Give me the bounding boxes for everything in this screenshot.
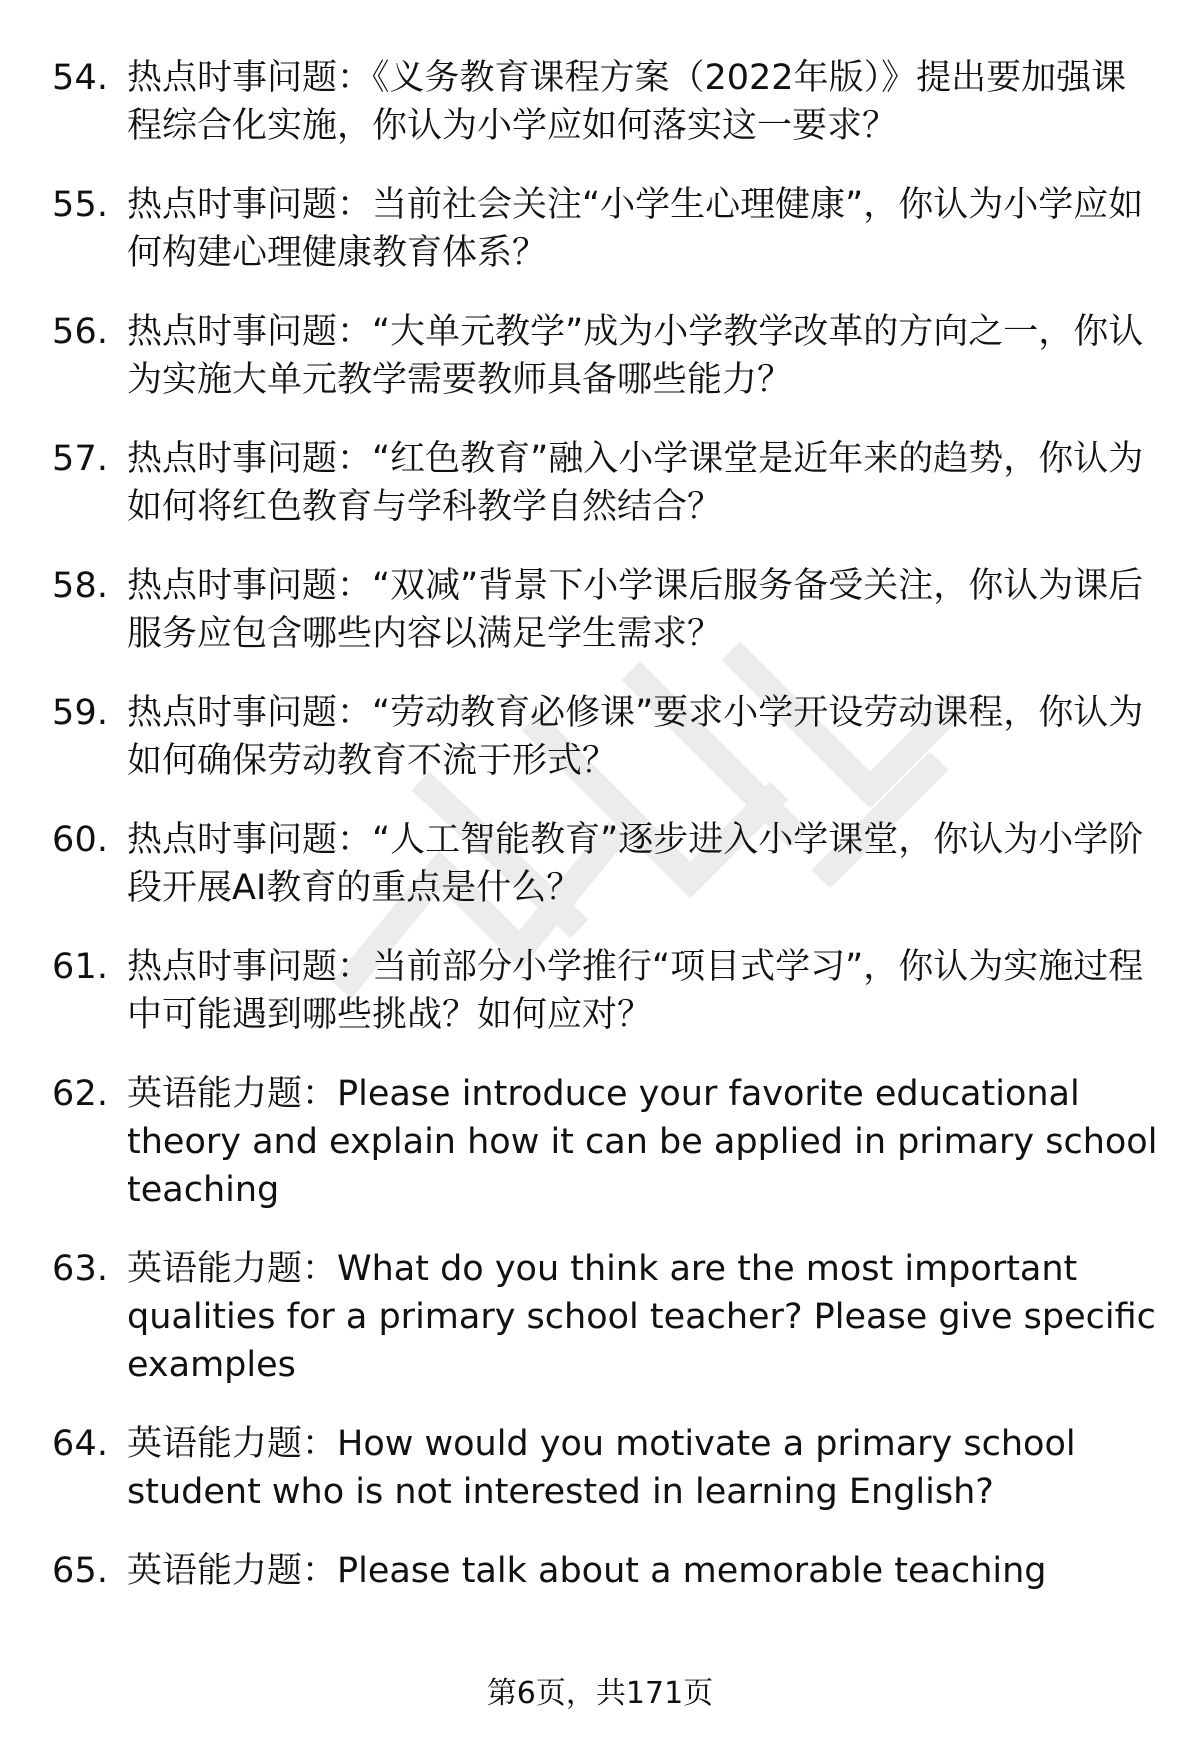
question-item-60 bbox=[0, 816, 1200, 912]
question-number: 54. bbox=[52, 58, 109, 98]
question-number: 65. bbox=[52, 1551, 109, 1591]
question-text: 热点时事问题：“双减”背景下小学课后服务备受关注，你认为课后服务应包含哪些内容以满足学生需求？ bbox=[127, 566, 1144, 654]
question-item-56 bbox=[0, 308, 1200, 404]
question-text: 热点时事问题：“红色教育”融入小学课堂是近年来的趋势，你认为如何将红色教育与学科教学自然结合？ bbox=[127, 439, 1144, 527]
question-item-62 bbox=[0, 1070, 1200, 1214]
question-number: 60. bbox=[52, 820, 109, 860]
question-item-59 bbox=[0, 689, 1200, 785]
page-footer: 第6页，共171页 bbox=[486, 1676, 714, 1711]
question-number: 64. bbox=[52, 1424, 109, 1464]
question-number: 56. bbox=[52, 312, 109, 352]
question-number: 59. bbox=[52, 693, 109, 733]
question-text: 英语能力题：How would you motivate a primary school student who is not interested in learning English? bbox=[127, 1424, 1076, 1512]
question-list bbox=[0, 54, 1200, 1626]
question-number: 63. bbox=[52, 1249, 109, 1289]
question-number: 62. bbox=[52, 1074, 109, 1114]
question-text: 英语能力题：What do you think are the most important qualities for a primary school teacher? Please give specific examples bbox=[127, 1249, 1156, 1385]
question-item-65 bbox=[0, 1547, 1200, 1595]
question-item-64 bbox=[0, 1420, 1200, 1516]
question-text: 热点时事问题：当前社会关注“小学生心理健康”，你认为小学应如何构建心理健康教育体系？ bbox=[127, 185, 1144, 273]
question-number: 61. bbox=[52, 947, 109, 987]
question-number: 55. bbox=[52, 185, 109, 225]
question-text: 热点时事问题：“劳动教育必修课”要求小学开设劳动课程，你认为如何确保劳动教育不流于形式？ bbox=[127, 693, 1144, 781]
question-text: 英语能力题：Please introduce your favorite educational theory and explain how it can be applied in primary school teaching bbox=[127, 1074, 1158, 1210]
question-text: 热点时事问题：当前部分小学推行“项目式学习”，你认为实施过程中可能遇到哪些挑战？如何应对？ bbox=[127, 947, 1144, 1035]
question-number: 58. bbox=[52, 566, 109, 606]
question-item-55 bbox=[0, 181, 1200, 277]
question-item-61 bbox=[0, 943, 1200, 1039]
question-text: 热点时事问题：“大单元教学”成为小学教学改革的方向之一，你认为实施大单元教学需要教师具备哪些能力？ bbox=[127, 312, 1144, 400]
question-item-58 bbox=[0, 562, 1200, 658]
question-item-63 bbox=[0, 1245, 1200, 1389]
question-number: 57. bbox=[52, 439, 109, 479]
question-item-54 bbox=[0, 54, 1200, 150]
question-text: 热点时事问题：《义务教育课程方案（2022年版）》提出要加强课程综合化实施，你认为小学应如何落实这一要求？ bbox=[127, 58, 1127, 146]
question-item-57 bbox=[0, 435, 1200, 531]
question-text: 热点时事问题：“人工智能教育”逐步进入小学课堂，你认为小学阶段开展AI教育的重点是什么？ bbox=[127, 820, 1144, 908]
question-text: 英语能力题：Please talk about a memorable teaching bbox=[127, 1551, 1047, 1591]
